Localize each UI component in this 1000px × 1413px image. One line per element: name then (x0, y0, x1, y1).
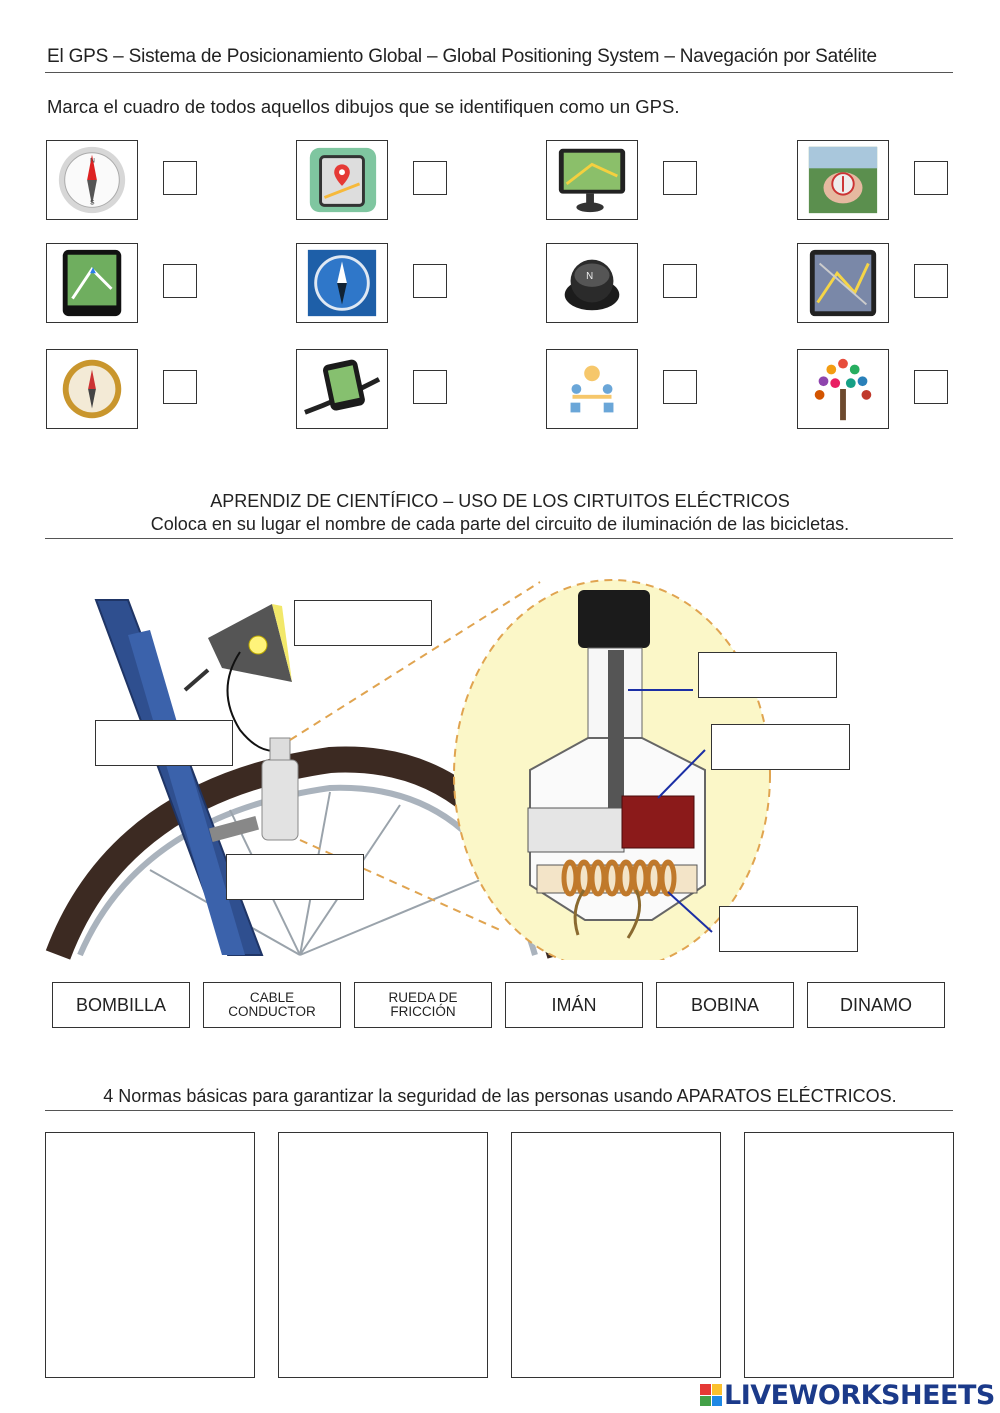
word-cable-conductor[interactable]: CABLE CONDUCTOR (203, 982, 341, 1028)
gps-checkbox[interactable] (163, 161, 197, 195)
answer-box-dynamo[interactable] (226, 854, 364, 900)
circuit-divider (45, 538, 953, 539)
tomtom-gps-icon (46, 243, 138, 323)
logo-mark-icon (700, 1384, 722, 1406)
bike-phone-holder-icon (296, 349, 388, 429)
word-rueda-de-friccion[interactable]: RUEDA DE FRICCIÓN (354, 982, 492, 1028)
gps-checkbox[interactable] (413, 161, 447, 195)
answer-box-headlight[interactable] (294, 600, 432, 646)
safety-divider (45, 1110, 953, 1111)
circuit-heading: APRENDIZ DE CIENTÍFICO – USO DE LOS CIRTUITOS ELÉCTRICOS (210, 491, 790, 511)
safety-rule-box[interactable] (45, 1132, 255, 1378)
answer-box-coil[interactable] (719, 906, 858, 952)
safety-rule-box[interactable] (744, 1132, 954, 1378)
svg-text:S: S (90, 199, 95, 207)
meeting-illustration-icon (546, 349, 638, 429)
car-gps-device-icon (546, 140, 638, 220)
gps-checkbox[interactable] (663, 370, 697, 404)
gps-checkbox[interactable] (663, 264, 697, 298)
gps-checkbox[interactable] (914, 370, 948, 404)
answer-box-wheel-shaft[interactable] (698, 652, 837, 698)
marine-compass-icon (546, 243, 638, 323)
gps-checkbox[interactable] (163, 370, 197, 404)
gps-checkbox[interactable] (663, 161, 697, 195)
safety-rule-box[interactable] (511, 1132, 721, 1378)
compass-app-icon (46, 140, 138, 220)
title-divider (45, 72, 953, 73)
page-title: El GPS – Sistema de Posicionamiento Global – Global Positioning System – Navegación por Satélite (47, 46, 877, 67)
people-tree-icon (797, 349, 889, 429)
answer-box-cable[interactable] (95, 720, 233, 766)
word-bobina[interactable]: BOBINA (656, 982, 794, 1028)
blue-compass-icon (296, 243, 388, 323)
word-iman[interactable]: IMÁN (505, 982, 643, 1028)
hand-compass-photo-icon (797, 140, 889, 220)
safety-heading: 4 Normas básicas para garantizar la seguridad de las personas usando APARATOS ELÉCTRICOS. (103, 1086, 897, 1106)
gps-checkbox[interactable] (914, 264, 948, 298)
logo-text: LIVEWORKSHEETS (724, 1379, 995, 1411)
gps-checkbox[interactable] (413, 264, 447, 298)
gps-checkbox[interactable] (914, 161, 948, 195)
svg-text:N: N (90, 157, 95, 165)
gps-tablet-icon (797, 243, 889, 323)
svg-text:N: N (586, 271, 594, 283)
gold-compass-icon (46, 349, 138, 429)
liveworksheets-logo (700, 1378, 995, 1412)
circuit-instruction: Coloca en su lugar el nombre de cada parte del circuito de iluminación de las bicicletas. (150, 514, 850, 534)
gps-checkbox[interactable] (163, 264, 197, 298)
safety-rule-box[interactable] (278, 1132, 488, 1378)
map-phone-icon (296, 140, 388, 220)
gps-instruction: Marca el cuadro de todos aquellos dibujos que se identifiquen como un GPS. (47, 96, 680, 117)
word-dinamo[interactable]: DINAMO (807, 982, 945, 1028)
gps-checkbox[interactable] (413, 370, 447, 404)
answer-box-magnet[interactable] (711, 724, 850, 770)
word-bombilla[interactable]: BOMBILLA (52, 982, 190, 1028)
